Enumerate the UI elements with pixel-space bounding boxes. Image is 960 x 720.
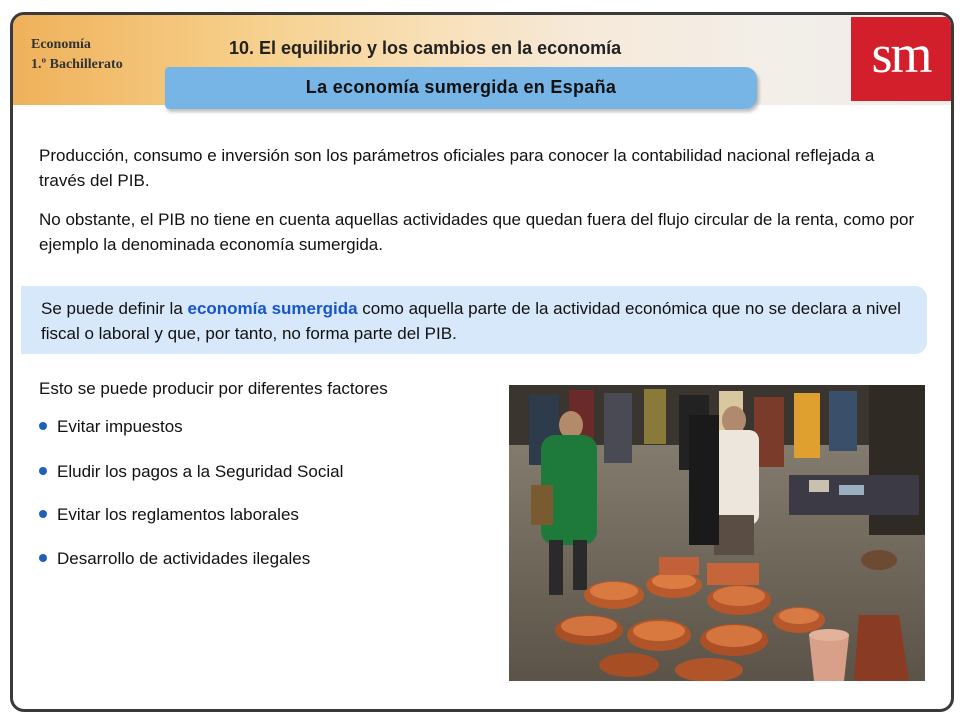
bullet-icon: [39, 554, 47, 562]
pib-paragraph: No obstante, el PIB no tiene en cuenta aquellas actividades que quedan fuera del flujo circular de la renta, como por ejemplo la denominada economía sumergida.: [39, 210, 915, 254]
unit-title: 10. El equilibrio y los cambios en la economía: [229, 38, 622, 58]
definition-term: economía sumergida: [187, 299, 358, 318]
logo-text: sm: [871, 24, 931, 84]
definition-box: [21, 286, 927, 354]
course-level: 1.º Bachillerato: [31, 57, 123, 72]
factors-intro: Esto se puede producir por diferentes factores: [39, 379, 388, 398]
market-photo-illustration: [509, 385, 925, 681]
definition-prefix: Se puede definir la: [41, 299, 188, 318]
bullet-icon: [39, 467, 47, 475]
bullet-icon: [39, 422, 47, 430]
factor-label: Eludir los pagos a la Seguridad Social: [57, 462, 344, 481]
factor-label: Evitar impuestos: [57, 417, 183, 436]
factor-item: [39, 462, 343, 482]
section-title: La economía sumergida en España: [305, 77, 617, 97]
factor-label: Evitar los reglamentos laborales: [57, 505, 299, 524]
definition-text: [41, 296, 911, 346]
factor-item: [39, 417, 183, 437]
course-label: [31, 35, 123, 75]
definition-suffix: como aquella parte de la actividad económica que no se declara a nivel fiscal o laboral y que, por tanto, no forma parte del PIB.: [41, 299, 901, 343]
bullet-icon: [39, 510, 47, 518]
factor-item: [39, 549, 310, 569]
section-banner: [165, 67, 757, 109]
intro-paragraph: Producción, consumo e inversión son los parámetros oficiales para conocer la contabilidad nacional reflejada a través del PIB.: [39, 146, 875, 190]
market-photo: [509, 385, 925, 681]
factor-item: [39, 505, 299, 525]
sm-logo: [851, 17, 951, 101]
slide-frame: [10, 12, 954, 712]
factor-label: Desarrollo de actividades ilegales: [57, 549, 311, 568]
course-subject: Economía: [31, 37, 91, 52]
